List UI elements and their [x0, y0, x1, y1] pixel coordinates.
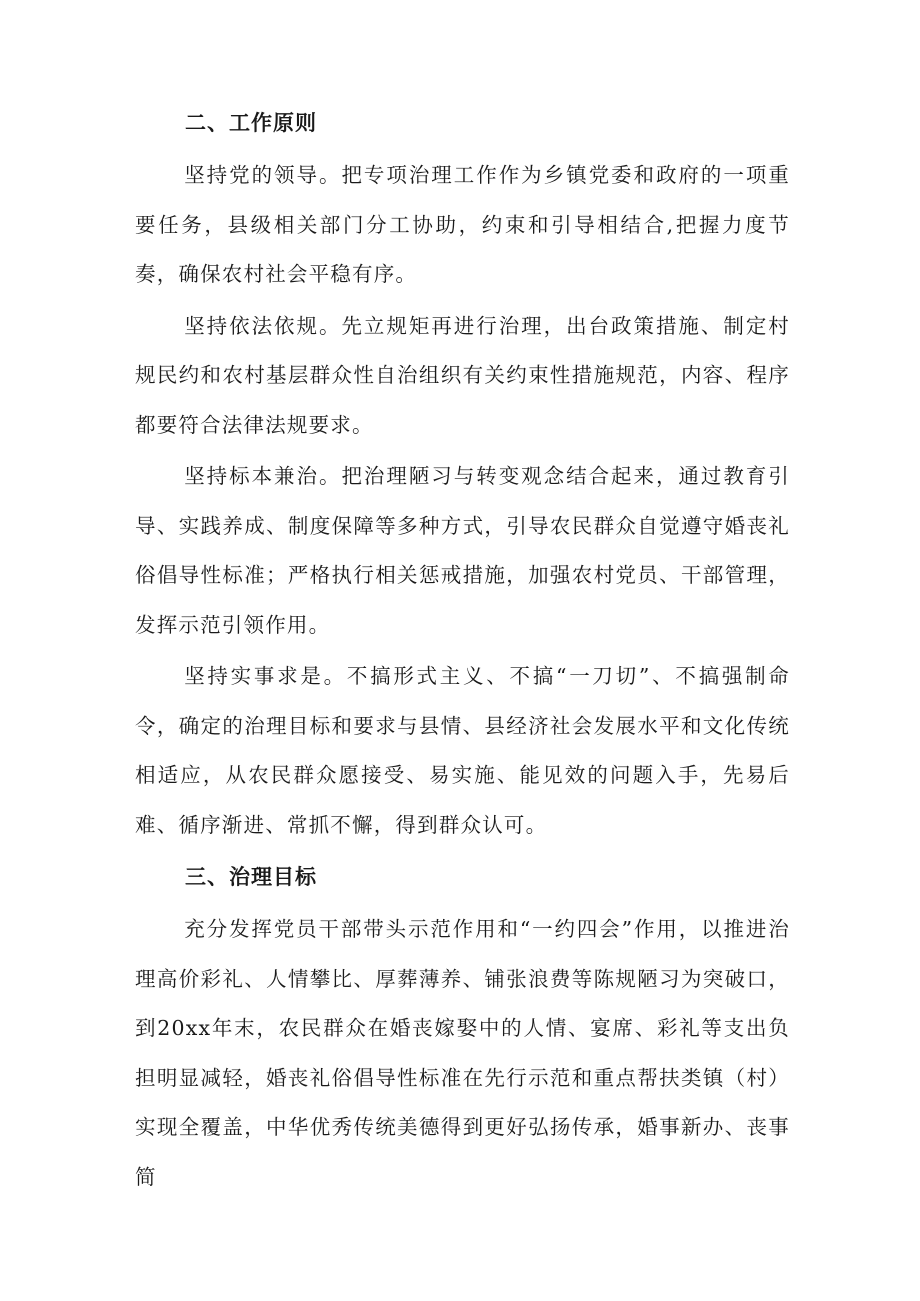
paragraph-party-leadership: 坚持党的领导。把专项治理工作作为乡镇党委和政府的一项重要任务，县级相关部门分工协助，约束和引导相结合,把握力度节奏，确保农村社会平稳有序。 — [135, 163, 790, 286]
document-body — [135, 98, 790, 1204]
paragraph-law-compliance: 坚持依法依规。先立规矩再进行治理，出台政策措施、制定村规民约和农村基层群众性自治组织有关约束性措施规范，内容、程序都要符合法律法规要求。 — [135, 313, 790, 437]
paragraph-seek-truth: 坚持实事求是。不搞形式主义、不搞“一刀切”、不搞强制命令，确定的治理目标和要求与县情、县经济社会发展水平和文化传统相适应，从农民群众愿接受、易实施、能见效的问题入手，先易后难、循序渐进、常抓不懈，得到群众认可。 — [135, 664, 790, 837]
paragraph-governance-goals: 充分发挥党员干部带头示范作用和“一约四会”作用，以推进治理高价彩礼、人情攀比、厚葬薄养、铺张浪费等陈规陋习为突破口，到20xx年末，农民群众在婚丧嫁娶中的人情、宴席、彩礼等支出负担明显减轻，婚丧礼俗倡导性标准在先行示范和重点帮扶类镇（村）实现全覆盖，中华优秀传统美德得到更好弘扬传承，婚事新办、丧事简 — [135, 917, 790, 1189]
section-heading-work-principles: 二、工作原则 — [185, 110, 317, 135]
paragraph-root-and-symptom: 坚持标本兼治。把治理陋习与转变观念结合起来，通过教育引导、实践养成、制度保障等多种方式，引导农民群众自觉遵守婚丧礼俗倡导性标准；严格执行相关惩戒措施，加强农村党员、干部管理，发挥示范引领作用。 — [135, 464, 790, 637]
section-heading-governance-goals: 三、治理目标 — [185, 864, 317, 889]
